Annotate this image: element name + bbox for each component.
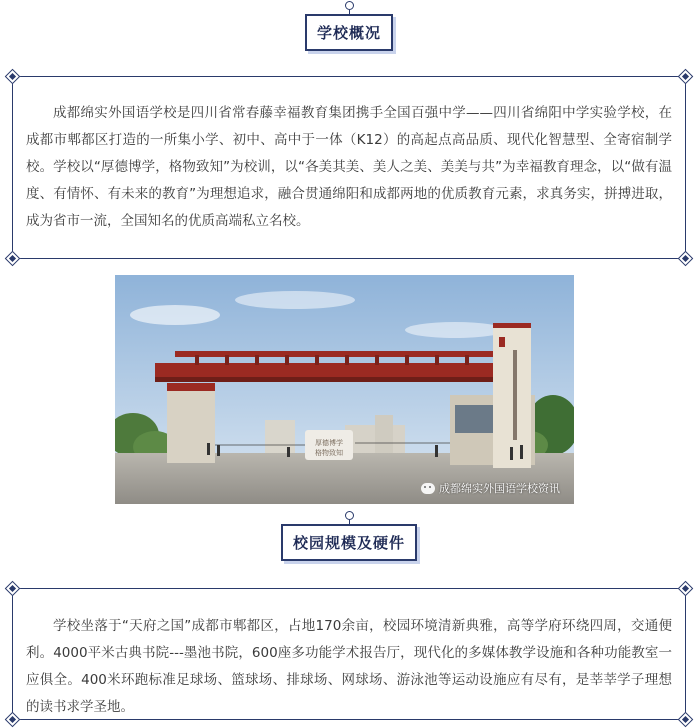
section1-paragraph: 成都绵实外国语学校是四川省常春藤幸福教育集团携手全国百强中学——四川省绵阳中学实验学校，在成都市郫都区打造的一所集小学、初中、高中于一体（K12）的高起点高品质、现代化智慧型、全寄宿制学校。学校以“厚德博学，格物致知”为校训，以“各美其美、美人之美、美美与共”为幸福教育理念，以“做有温度、有情怀、有未来的教育”为理想追求，融合贯通绵阳和成都两地的优质教育元素，求真务实，拼搏进取，成为省市一流，全国知名的优质高端私立名校。 (26, 104, 672, 229)
heading-ornament-icon (345, 511, 354, 520)
section1-heading (305, 14, 393, 51)
corner-diamond-icon (5, 251, 21, 267)
section1-heading-wrap (0, 14, 698, 51)
corner-diamond-icon (5, 712, 21, 728)
svg-text:厚德博学: 厚德博学 (315, 439, 343, 447)
heading-ornament-icon (345, 1, 354, 10)
corner-diamond-icon (678, 251, 694, 267)
svg-text:格物致知: 格物致知 (315, 449, 343, 457)
section2-paragraph: 学校坐落于“天府之国”成都市郫都区，占地170余亩，校园环境清新典雅，高等学府环绕四周，交通便利。4000平米古典书院---墨池书院，600座多功能学术报告厅，现代化的多媒体教学设施和各种功能教室一应俱全。400米环跑标准足球场、篮球场、排球场、网球场、游泳池等运动设施应有尽有，是莘莘学子理想的读书求学圣地。 (26, 617, 672, 715)
corner-diamond-icon (678, 712, 694, 728)
corner-diamond-icon (678, 69, 694, 85)
corner-diamond-icon (5, 69, 21, 85)
section1-title: 学校概况 (316, 24, 381, 42)
wechat-icon (421, 483, 435, 494)
section2-heading (281, 524, 417, 561)
watermark-text: 成都绵实外国语学校资讯 (439, 482, 560, 495)
section2-title: 校园规模及硬件 (292, 534, 405, 552)
corner-diamond-icon (678, 581, 694, 597)
photo-watermark (421, 480, 560, 496)
section2-heading-wrap (0, 524, 698, 561)
school-gate-photo (115, 275, 574, 504)
corner-diamond-icon (5, 581, 21, 597)
